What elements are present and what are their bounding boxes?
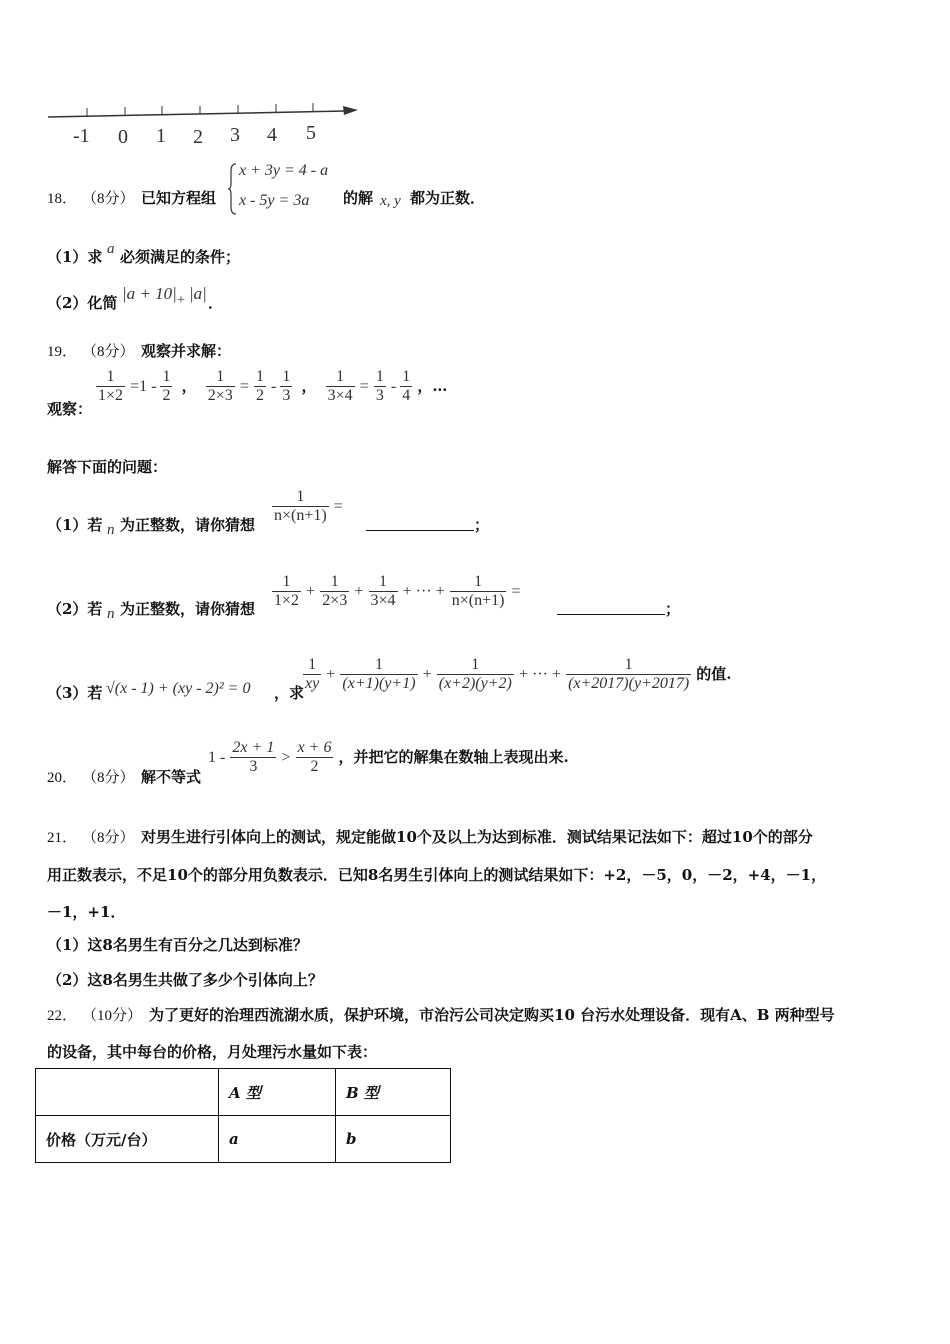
number-line-label: 0	[118, 126, 128, 148]
punctuation: ；	[474, 516, 490, 534]
table-cell: a	[219, 1116, 336, 1163]
observe-label: 观察：	[47, 400, 93, 418]
question-score: （8分）	[82, 191, 135, 207]
punctuation: ．	[208, 294, 224, 312]
condition-expression: √(x - 1) + (xy - 2)² = 0	[106, 680, 251, 697]
number-line-label: 4	[267, 124, 277, 146]
answer-blank[interactable]	[557, 600, 665, 615]
question-text: －1，+1．	[47, 903, 126, 921]
subquestion-label: （2）若	[47, 600, 103, 618]
variable: a	[107, 241, 115, 257]
question-text: 对男生进行引体向上的测试，规定能做10个及以上为达到标准．测试结果记法如下：超过10个的部分	[141, 828, 813, 846]
question-text: 的设备，其中每台的价格，月处理污水量如下表：	[47, 1043, 378, 1061]
variable: n	[107, 522, 115, 538]
question-number: 20．	[47, 770, 78, 786]
fraction: $\frac{1}{1\times 2}$	[98, 368, 124, 404]
number-line-label: 5	[306, 122, 316, 144]
sum-expression: $\frac{1}{1\times 2}$ + $\frac{1}{2\times 3}$ + $\frac{1}{3\times 4}$ + ··· + $\frac{1}{n\times(n+1)}$ =	[274, 573, 521, 609]
table-cell: 价格（万元/台）	[36, 1116, 219, 1163]
number-line-label: 3	[230, 124, 240, 146]
number-line-label: -1	[73, 125, 90, 147]
punctuation: ；	[665, 600, 681, 618]
subquestion-text: 为正整数，请你猜想	[120, 600, 256, 618]
answer-intro: 解答下面的问题：	[47, 458, 168, 476]
fraction: $\frac{1}{4}$	[402, 368, 411, 404]
subquestion-text: （1）这8名男生有百分之几达到标准？	[47, 936, 308, 954]
variable: n	[107, 606, 115, 622]
question-text: 为了更好的治理西流湖水质，保护环境，市治污公司决定购买10 台污水处理设备．现有A、B 两种型号	[149, 1006, 835, 1024]
fraction: $\frac{1}{3}$	[282, 368, 291, 404]
number-line	[40, 95, 370, 155]
variable: x, y	[380, 193, 401, 209]
table-cell: b	[336, 1116, 451, 1163]
equipment-table	[35, 1068, 451, 1163]
guess-fraction: $\frac{1}{n\times(n+1)}$ =	[274, 488, 343, 524]
table-row	[36, 1116, 451, 1163]
subquestion-text: ，求	[274, 684, 305, 702]
subquestion-label: （3）若	[47, 684, 103, 702]
abs-expression: |a|	[189, 284, 207, 303]
number-line-label: 2	[193, 126, 203, 148]
subquestion-label: （1）若	[47, 516, 103, 534]
subquestion-label: （2）化简	[47, 294, 118, 312]
question-text: 的解	[343, 189, 374, 207]
fraction: $\frac{1}{3}$	[375, 368, 384, 404]
sum-expression: $\frac{1}{xy}$ + $\frac{1}{(x+1)(y+1)}$ + $\frac{1}{(x+2)(y+2)}$ + ··· + $\frac{1}{(x+2017)(y+2017)}$ 的值.	[305, 656, 732, 692]
question-score: （10分）	[82, 1008, 143, 1024]
fraction: $\frac{1}{2}$	[255, 368, 264, 404]
question-score: （8分）	[82, 344, 135, 360]
observation-examples: $\frac{1}{1\times 2}$ =1 - $\frac{1}{2}$ ， $\frac{1}{2\times 3}$ = $\frac{1}{2}$ - $\frac{1}{3}$ ， $\frac{1}{3\times 4}$ = $\frac{1}{3}$ - $\frac{1}{4}$ ，…	[98, 368, 448, 404]
question-number: 22．	[47, 1008, 78, 1024]
question-score: （8分）	[82, 830, 135, 846]
subquestion-text: 必须满足的条件；	[120, 248, 241, 266]
question-title: 观察并求解：	[141, 342, 232, 360]
subquestion-label: （1）求	[47, 248, 103, 266]
subquestion-text: （2）这8名男生共做了多少个引体向上？	[47, 971, 323, 989]
question-text: 用正数表示，不足10个的部分用负数表示．已知8名男生引体向上的测试结果如下：+2，－5，0，－2，+4，－1，	[47, 866, 827, 884]
fraction: $\frac{1}{2}$	[162, 368, 171, 404]
question-text: 都为正数．	[410, 189, 486, 207]
question-score: （8分）	[82, 770, 135, 786]
abs-expression: |a + 10|	[122, 284, 177, 303]
brace-icon	[228, 163, 238, 215]
table-header: B 型	[336, 1069, 451, 1116]
question-number: 18．	[47, 191, 78, 207]
inequality: 1 - $\frac{2x + 1}{3}$ > $\frac{x + 6}{2}$ ，并把它的解集在数轴上表现出来.	[208, 739, 569, 775]
table-header-row	[36, 1069, 451, 1116]
fraction: $\frac{1}{3\times 4}$	[327, 368, 353, 404]
question-number: 21．	[47, 830, 78, 846]
question-text: 已知方程组	[141, 189, 217, 207]
question-number: 19．	[47, 344, 78, 360]
table-cell	[36, 1069, 219, 1116]
plus-sign: +	[177, 293, 185, 308]
answer-blank[interactable]	[366, 516, 474, 531]
question-text: 解不等式	[141, 768, 202, 786]
equation-line: x - 5y = 3a	[239, 192, 310, 209]
subquestion-text: 为正整数，请你猜想	[120, 516, 256, 534]
fraction: $\frac{1}{2\times 3}$	[207, 368, 233, 404]
number-line-label: 1	[156, 125, 166, 147]
table-header: A 型	[219, 1069, 336, 1116]
equation-line: x + 3y = 4 - a	[239, 162, 329, 179]
